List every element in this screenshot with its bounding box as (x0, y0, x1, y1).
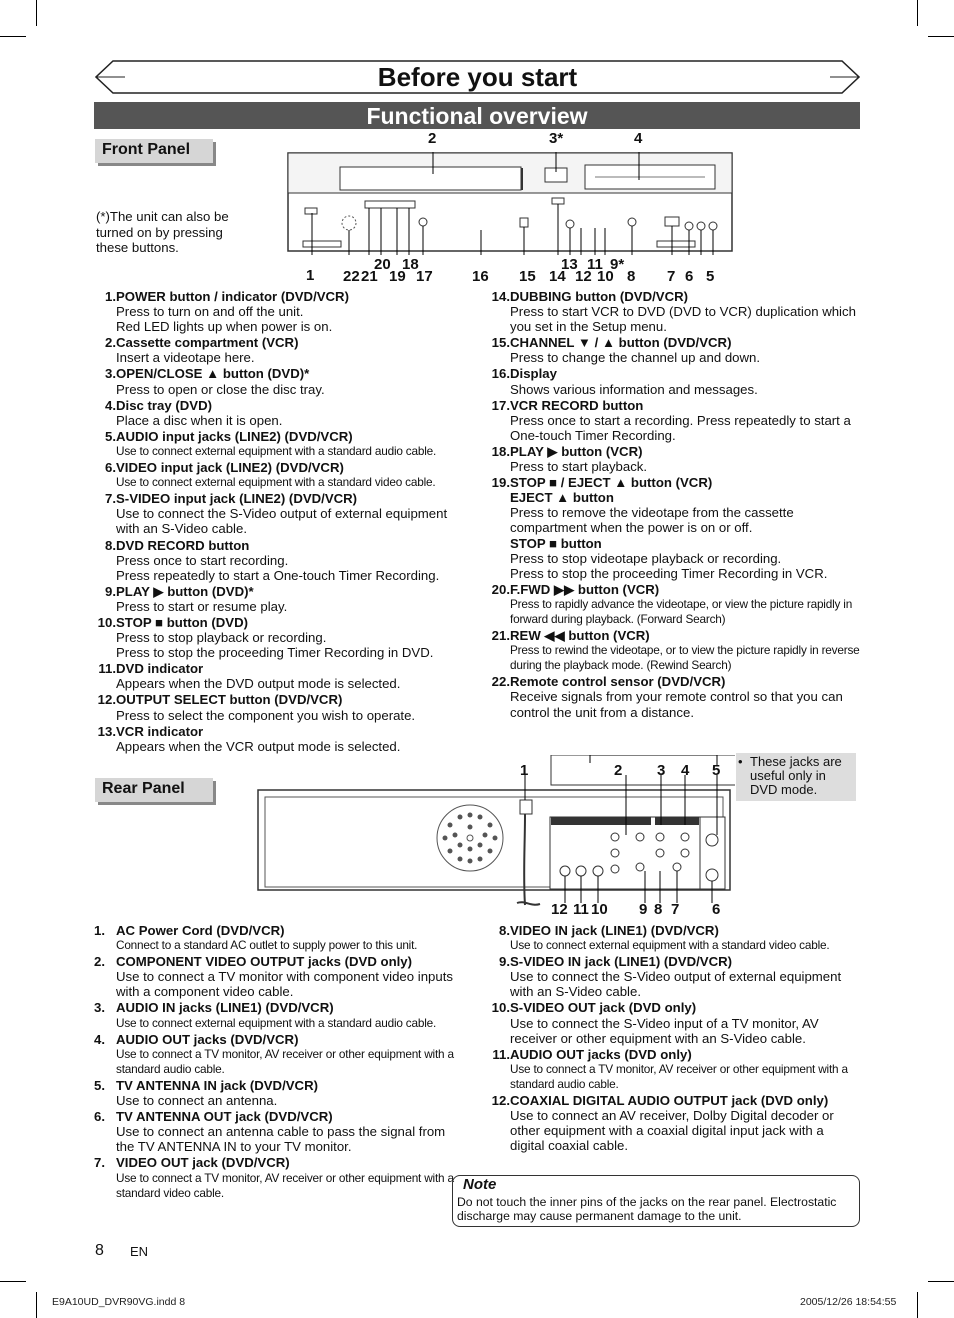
list-item (488, 1000, 860, 1045)
callout: 8 (654, 901, 663, 918)
item-number: 11. (98, 661, 116, 677)
item-title: Disc tray (DVD) (116, 397, 213, 413)
item-description: Press to remove the videotape from the cassette compartment when the power is on or off. (510, 505, 794, 536)
item-description: Connect to a standard AC outlet to supply power to this unit. (116, 938, 418, 953)
item-title: VCR RECORD button (510, 397, 644, 413)
list-item (94, 1155, 466, 1200)
front-panel-drawing (285, 150, 735, 255)
list-item (94, 724, 472, 754)
item-description: Use to connect a TV monitor, AV receiver or other equipment with a standard audio cable. (116, 1046, 454, 1076)
item-number: 11. (492, 1046, 510, 1062)
front-left-list (94, 289, 472, 755)
item-description: Press to rapidly advance the videotape, or view the picture rapidly in forward during playback. (Forward Search) (510, 596, 853, 626)
callout: 5 (706, 268, 715, 285)
callout: 7 (671, 901, 680, 918)
crop-mark (928, 1281, 954, 1282)
item-number: 15. (491, 335, 510, 351)
item-title: DVD indicator (116, 661, 204, 677)
item-description: Press to select the component you wish to operate. (116, 707, 416, 723)
item-title: TV ANTENNA OUT jack (DVD/VCR) (116, 1109, 333, 1125)
callout: 10 (597, 268, 614, 285)
item-title: Cassette compartment (VCR) (116, 335, 299, 351)
callout: 4 (681, 762, 690, 779)
rear-panel-label: Rear Panel (95, 778, 213, 802)
item-description: Press to start playback. (510, 459, 648, 475)
item-title: STOP ■ button (DVD) (116, 614, 249, 630)
crop-mark (36, 0, 37, 26)
item-title: DUBBING button (DVD/VCR) (510, 289, 689, 304)
callout: 12 (575, 268, 592, 285)
title-banner (95, 60, 860, 94)
item-title: VIDEO OUT jack (DVD/VCR) (116, 1155, 290, 1171)
list-item (488, 674, 860, 719)
crop-mark (917, 0, 918, 26)
item-description: Press to stop the proceeding Timer Recording in DVD. (116, 645, 434, 661)
item-title: POWER button / indicator (DVD/VCR) (116, 289, 349, 304)
item-description: Use to connect external equipment with a standard audio cable. (116, 1015, 437, 1030)
list-item (94, 460, 472, 490)
callout: 8 (627, 268, 636, 285)
callout: 17 (416, 268, 433, 285)
item-title: PLAY ▶ button (VCR) (510, 443, 643, 459)
item-description: Use to connect an AV receiver, Dolby Digital decoder or other equipment with a coaxial digital input jack with a digital coaxial cable. (510, 1108, 834, 1154)
callout: 20 (374, 256, 391, 273)
list-item (94, 584, 472, 614)
front-right-list (488, 289, 860, 721)
item-description: Use to connect external equipment with a standard audio cable. (116, 443, 437, 458)
callout: 3 (657, 762, 666, 779)
item-title: AUDIO OUT jacks (DVD only) (510, 1046, 692, 1062)
list-item (94, 615, 472, 660)
item-title: PLAY ▶ button (DVD)* (116, 583, 254, 599)
item-description: Use to connect an antenna cable to pass the signal from the TV ANTENNA IN to your TV monitor. (116, 1124, 446, 1155)
list-item (488, 289, 860, 334)
item-description: Place a disc when it is open. (116, 412, 283, 428)
item-title: F.FWD ▶▶ button (VCR) (510, 581, 660, 597)
jacks-note: • These jacks are useful only in DVD mode. (736, 753, 856, 801)
item-description: Use to connect external equipment with a standard video cable. (510, 938, 830, 953)
item-number: 18. (491, 443, 510, 459)
item-number: 20. (491, 581, 510, 597)
item-number: 3. (94, 1000, 105, 1016)
item-number: 3. (105, 366, 116, 382)
callout: 6 (712, 901, 721, 918)
item-description: STOP ■ button (510, 535, 602, 551)
callout: 1 (520, 762, 529, 779)
item-title: OPEN/CLOSE ▲ button (DVD)* (116, 366, 310, 382)
note-text: Do not touch the inner pins of the jacks on the rear panel. Electrostatic discharge may cause permanent damage to the unit. (457, 1195, 837, 1223)
item-description: Appears when the VCR output mode is selected. (116, 738, 401, 754)
jacks-note-text: These jacks are useful only in DVD mode. (750, 754, 842, 797)
list-item (488, 954, 860, 999)
callout: 18 (402, 256, 419, 273)
crop-mark (36, 1292, 37, 1318)
item-number: 22. (491, 674, 510, 690)
item-description: Use to connect the S-Video output of external equipment with an S-Video cable. (116, 506, 448, 537)
item-description: Press to open or close the disc tray. (116, 381, 325, 397)
list-item (488, 582, 860, 627)
callout: 3* (549, 130, 564, 147)
item-title: REW ◀◀ button (VCR) (510, 628, 650, 644)
callout: 11 (587, 256, 603, 273)
list-item (488, 1047, 860, 1092)
rear-right-list (488, 923, 860, 1154)
page-lang: EN (130, 1244, 149, 1259)
item-number: 7. (94, 1155, 105, 1171)
list-item (94, 1032, 466, 1077)
item-description: Use to connect an antenna. (116, 1093, 278, 1109)
item-title: STOP ■ / EJECT ▲ button (VCR) (510, 475, 713, 491)
note-title: Note (463, 1176, 497, 1193)
section-title: Functional overview (94, 102, 860, 129)
list-item (94, 335, 472, 365)
item-number: 16. (491, 366, 510, 382)
callout: 10 (591, 901, 608, 918)
list-item (94, 923, 466, 953)
item-number: 17. (491, 397, 510, 413)
callout: 1 (306, 267, 315, 284)
item-description: Red LED lights up when power is on. (116, 319, 333, 335)
item-title: AC Power Cord (DVD/VCR) (116, 923, 285, 938)
item-number: 4. (105, 397, 116, 413)
item-number: 10. (491, 1000, 510, 1016)
front-panel-label: Front Panel (95, 139, 213, 163)
item-title: Remote control sensor (DVD/VCR) (510, 674, 726, 690)
item-number: 8. (105, 537, 116, 553)
item-title: VCR indicator (116, 723, 204, 739)
callout: 19 (389, 268, 406, 285)
item-number: 14. (491, 289, 510, 304)
item-number: 13. (97, 723, 116, 739)
item-number: 4. (94, 1031, 105, 1047)
list-item (488, 398, 860, 443)
list-item (94, 366, 472, 396)
footer-file: E9A10UD_DVR90VG.indd 8 (52, 1296, 186, 1308)
callout: 7 (667, 268, 676, 285)
item-number: 7. (105, 491, 116, 507)
rear-left-list (94, 923, 466, 1202)
item-title: TV ANTENNA IN jack (DVD/VCR) (116, 1077, 318, 1093)
item-description: Use to connect the S-Video input of a TV monitor, AV receiver or other equipment with an S-Video cable. (510, 1015, 819, 1046)
list-item (94, 538, 472, 583)
callout: 21 (361, 268, 378, 285)
item-title: S-VIDEO input jack (LINE2) (DVD/VCR) (116, 491, 358, 507)
item-title: S-VIDEO IN jack (LINE1) (DVD/VCR) (510, 954, 733, 970)
item-number: 9. (105, 583, 116, 599)
item-title: S-VIDEO OUT jack (DVD only) (510, 1000, 697, 1016)
callout: 12 (551, 901, 568, 918)
callout: 2 (428, 130, 437, 147)
item-description: Press to start VCR to DVD (DVD to VCR) duplication which you set in the Setup menu. (510, 304, 856, 335)
list-item (488, 923, 860, 953)
callout: 6 (685, 268, 694, 285)
crop-mark (0, 36, 26, 37)
item-description: Press to turn on and off the unit. (116, 304, 304, 320)
item-number: 6. (94, 1109, 105, 1125)
item-description: Use to connect external equipment with a standard video cable. (116, 475, 436, 490)
crop-mark (0, 1281, 26, 1282)
item-title: Display (510, 366, 557, 382)
list-item (94, 692, 472, 722)
item-title: AUDIO input jacks (LINE2) (DVD/VCR) (116, 428, 353, 444)
item-description: Appears when the DVD output mode is selected. (116, 676, 401, 692)
item-description: Press to stop the proceeding Timer Recording in VCR. (510, 565, 828, 581)
crop-mark (917, 1292, 918, 1318)
item-number: 12. (97, 692, 116, 708)
item-title: VIDEO IN jack (LINE1) (DVD/VCR) (510, 923, 719, 938)
callout: 16 (472, 268, 489, 285)
item-number: 5. (105, 428, 116, 444)
list-item (94, 491, 472, 536)
footer-timestamp: 2005/12/26 18:54:55 (800, 1296, 897, 1308)
item-number: 12. (491, 1093, 510, 1109)
item-title: CHANNEL ▼ / ▲ button (DVD/VCR) (510, 335, 732, 351)
callout: 4 (634, 130, 643, 147)
item-description: Use to connect a TV monitor with component video inputs with a component video cable. (116, 969, 453, 1000)
item-description: EJECT ▲ button (510, 490, 614, 506)
item-title: VIDEO input jack (LINE2) (DVD/VCR) (116, 460, 344, 476)
callout: 5 (712, 762, 721, 779)
item-number: 8. (499, 923, 510, 938)
note-box (452, 1175, 860, 1227)
callout: 22 (343, 268, 360, 285)
item-title: AUDIO OUT jacks (DVD/VCR) (116, 1031, 299, 1047)
item-description: Use to connect a TV monitor, AV receiver or other equipment with a standard video cable. (116, 1170, 454, 1200)
item-number: 5. (94, 1077, 105, 1093)
list-item (488, 1093, 860, 1153)
list-item (488, 475, 860, 581)
item-title: COMPONENT VIDEO OUTPUT jacks (DVD only) (116, 954, 413, 970)
callout: 2 (614, 762, 623, 779)
callout: 13 (561, 256, 578, 273)
list-item (488, 444, 860, 474)
item-description: Press repeatedly to start a One-touch Timer Recording. (116, 567, 440, 583)
list-item (94, 398, 472, 428)
list-item (94, 429, 472, 459)
item-description: Shows various information and messages. (510, 381, 758, 397)
callout: 9 (639, 901, 648, 918)
item-description: Press once to start recording. (116, 552, 289, 568)
callout: 11 (573, 901, 589, 918)
item-description: Press once to start a recording. Press repeatedly to start a One-touch Timer Recording. (510, 412, 851, 443)
item-number: 9. (499, 954, 510, 970)
list-item (488, 335, 860, 365)
callout: 15 (519, 268, 536, 285)
callout: 9* (610, 256, 625, 273)
list-item (94, 1000, 466, 1030)
callout: 14 (549, 268, 566, 285)
item-number: 1. (94, 923, 105, 938)
list-item (488, 366, 860, 396)
item-description: Press to start or resume play. (116, 598, 288, 614)
item-number: 10. (97, 614, 116, 630)
item-number: 21. (491, 628, 510, 644)
item-description: Use to connect the S-Video output of external equipment with an S-Video cable. (510, 969, 842, 1000)
item-description: Press to stop videotape playback or recording. (510, 550, 782, 566)
item-number: 2. (105, 335, 116, 351)
item-title: OUTPUT SELECT button (DVD/VCR) (116, 692, 343, 708)
list-item (94, 289, 472, 334)
item-description: Press to rewind the videotape, or to view the picture rapidly in reverse during the playback mode. (Rewind Search) (510, 643, 860, 673)
page-title: Before you start (377, 62, 578, 92)
item-number: 2. (94, 954, 105, 970)
item-description: Press to change the channel up and down. (510, 350, 761, 366)
item-number: 19. (491, 475, 510, 491)
list-item (94, 1109, 466, 1154)
list-item (488, 628, 860, 673)
item-number: 1. (105, 289, 116, 304)
item-number: 6. (105, 460, 116, 476)
list-item (94, 954, 466, 999)
list-item (94, 661, 472, 691)
item-description: Receive signals from your remote control so that you can control the unit from a distance. (510, 689, 843, 720)
item-description: Press to stop playback or recording. (116, 630, 327, 646)
front-panel-note: (*)The unit can also be turned on by pressing these buttons. (96, 209, 229, 255)
item-title: DVD RECORD button (116, 537, 250, 553)
item-description: Use to connect a TV monitor, AV receiver or other equipment with a standard audio cable. (510, 1061, 848, 1091)
item-title: AUDIO IN jacks (LINE1) (DVD/VCR) (116, 1000, 334, 1016)
list-item (94, 1078, 466, 1108)
item-description: Insert a videotape here. (116, 350, 255, 366)
page-number: 8 (95, 1242, 104, 1259)
item-title: COAXIAL DIGITAL AUDIO OUTPUT jack (DVD only) (510, 1093, 829, 1109)
crop-mark (928, 36, 954, 37)
